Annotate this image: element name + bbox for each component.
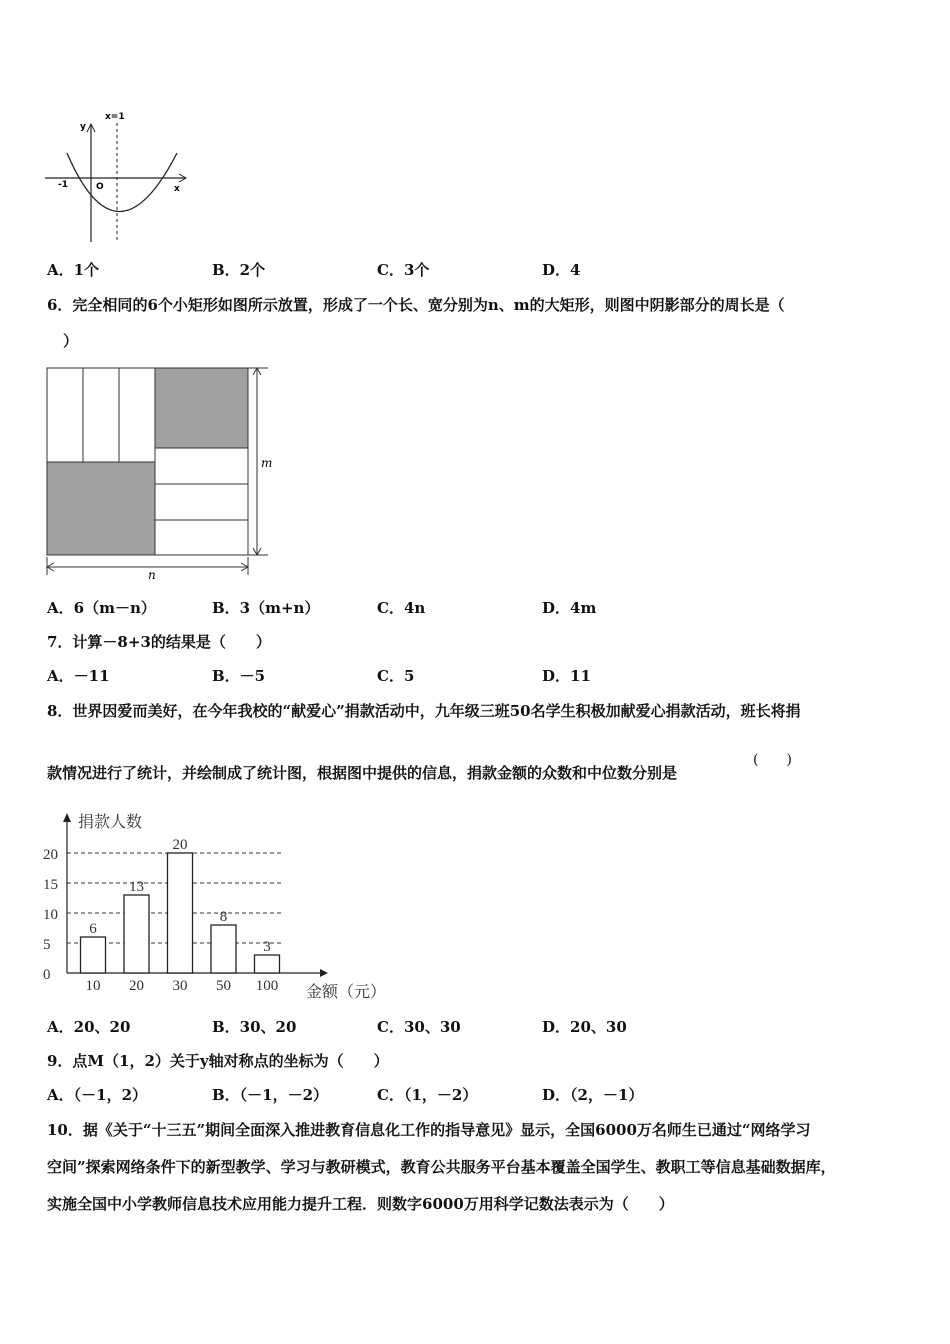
q8-option-d: D．20、30 [542,1018,627,1036]
q5-option-b: B．2个 [212,261,266,279]
q5-option-d: D．4 [542,261,581,279]
x-tick-label: 100 [255,978,279,994]
x-label: x [174,184,180,194]
shaded-rect-top [155,368,248,448]
q6-text-close: ） [63,332,79,350]
q6-option-a: A．6（m－n） [47,599,156,617]
q8-line1: 8．世界因爱而美好，在今年我校的“献爱心”捐款活动中，九年级三班50名学生积极加献爱心捐款活动，班长将捐 [47,702,801,720]
q7-option-c: C．5 [377,667,415,685]
y-axis-title: 捐款人数 [78,814,143,831]
y-tick-label: 5 [43,937,51,953]
neg-one-label: -1 [58,180,68,190]
shaded-rect-bottom [47,462,155,555]
x-tick-label: 30 [172,978,188,994]
bar-20 [124,895,149,973]
donation-bar-chart [40,805,390,1005]
q5-option-c: C．3个 [377,261,430,279]
q8-option-c: C．30、30 [377,1018,461,1036]
q10-line2: 空间”探索网络条件下的新型教学、学习与教研模式，教育公共服务平台基本覆盖全国学生、教职工等信息基础数据库， [47,1158,836,1176]
bar-value-label: 13 [129,879,144,895]
q8-option-a: A．20、20 [47,1018,131,1036]
q9-option-d: D．（2，－1） [542,1086,644,1104]
m-label: m [261,456,273,470]
x-axis-title: 金额（元） [306,984,387,1001]
q9-option-a: A．（－1，2） [47,1086,148,1104]
origin-label: O [96,182,104,192]
bar-50 [211,925,236,973]
q6-option-c: C．4n [377,599,426,617]
x-tick-label: 20 [129,978,144,994]
y-tick-label: 0 [43,967,51,983]
bar-value-label: 8 [219,909,228,925]
axis-label: x=1 [105,112,125,122]
q10-line3: 实施全国中小学教师信息技术应用能力提升工程．则数字6000万用科学记数法表示为（ ） [47,1195,674,1213]
x-tick-label: 50 [216,978,231,994]
q7-option-d: D．11 [542,667,591,685]
q10-line1: 10．据《关于“十三五”期间全面深入推进教育信息化工作的指导意见》显示，全国6000万名师生已通过“网络学习 [47,1121,811,1139]
x-arrow-icon [320,969,328,977]
q6-option-d: D．4m [542,599,597,617]
y-label: y [80,122,86,132]
q9-text: 9．点M（1，2）关于y轴对称点的坐标为（ ） [47,1052,389,1070]
q5-option-a: A．1个 [47,261,100,279]
q7-option-b: B．－5 [212,667,266,685]
y-arrow-icon [63,813,71,822]
x-tick-label: 10 [85,978,101,994]
q6-option-b: B．3（m+n） [212,599,320,617]
y-tick-label: 10 [43,907,58,923]
y-tick-label: 15 [43,877,58,893]
q7-option-a: A．－11 [47,667,110,685]
parabola-graph [40,105,200,250]
q9-option-b: B．（－1，－2） [212,1086,329,1104]
y-tick-label: 20 [43,847,58,863]
bar-30 [168,853,193,973]
parabola-curve [67,153,177,212]
q9-option-c: C．（1，－2） [377,1086,478,1104]
bar-value-label: 20 [172,837,188,853]
n-label: n [148,568,156,582]
q8-line2: 款情况进行了统计，并绘制成了统计图，根据图中提供的信息，捐款金额的众数和中位数分别是 [47,764,678,782]
q6-text: 6．完全相同的6个小矩形如图所示放置，形成了一个长、宽分别为n、m的大矩形，则图中阴影部分的周长是（ [47,296,785,314]
q8-option-b: B．30、20 [212,1018,297,1036]
q7-text: 7．计算－8+3的结果是（ ） [47,633,271,651]
bar-value-label: 3 [263,939,271,955]
bar-100 [255,955,280,973]
bar-10 [81,937,106,973]
q8-paren: ( ) [753,752,792,768]
bar-value-label: 6 [89,921,97,937]
rectangles-figure [40,360,280,585]
